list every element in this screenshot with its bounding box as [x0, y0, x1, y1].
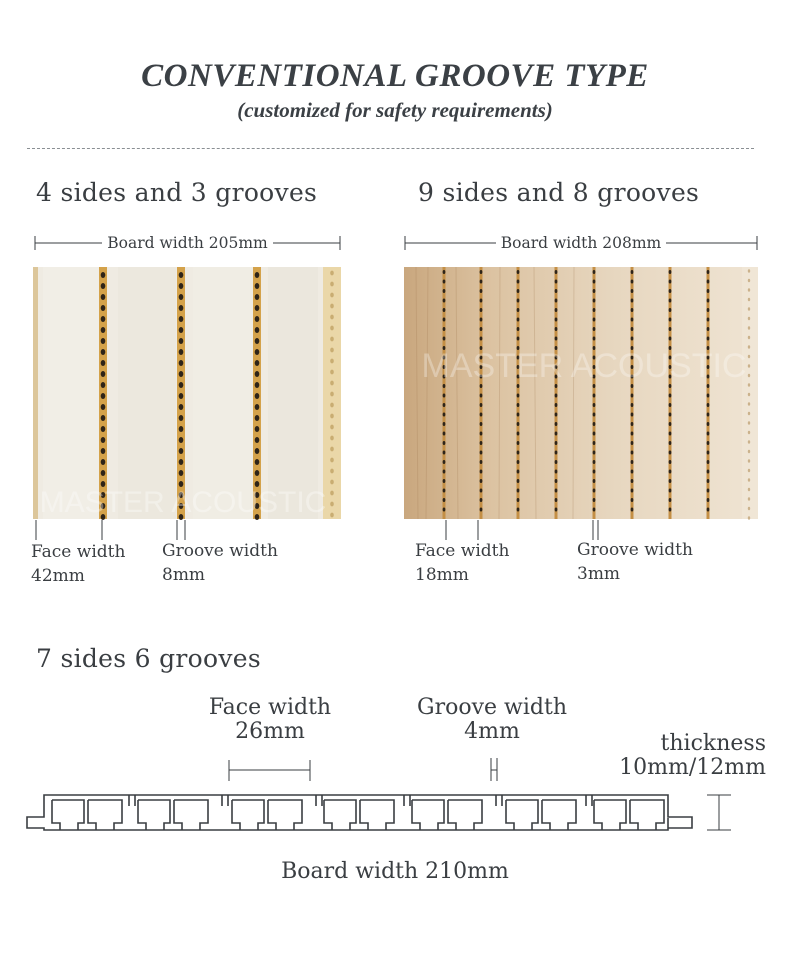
profile-face-width-value: 26mm	[235, 719, 305, 744]
profile-face-width-label: Face width	[208, 695, 332, 720]
panel-a-face-width-value: 42mm	[31, 566, 85, 586]
page-subtitle: (customized for safety requirements)	[237, 98, 553, 122]
profile-hollow-cell	[174, 800, 208, 830]
panel-a-board-width-label: Board width 205mm	[102, 234, 273, 252]
profile-groove-width-value: 4mm	[464, 719, 520, 744]
profile-groove	[129, 795, 135, 806]
profile-title: 7 sides 6 grooves	[36, 644, 262, 673]
profile-board-width-label: Board width 210mm	[281, 859, 509, 884]
panel-b-watermark: MASTER ACOUSTIC	[421, 347, 747, 385]
profile-hollow-cell	[360, 800, 394, 830]
profile-hollow-cell	[138, 800, 170, 830]
panel-a-title: 4 sides and 3 grooves	[36, 178, 318, 207]
profile-thickness-label: thickness	[660, 731, 766, 756]
panel-b-face-width-value: 18mm	[415, 565, 469, 585]
panel-a-groove-width-value: 8mm	[162, 565, 206, 585]
profile-groove	[316, 795, 322, 806]
page-title: CONVENTIONAL GROOVE TYPE	[141, 58, 649, 94]
profile-groove	[222, 795, 228, 806]
profile-groove-width-label: Groove width	[417, 695, 567, 720]
profile-thickness-value: 10mm/12mm	[619, 755, 766, 780]
panel-b-face-width-label: Face width	[415, 541, 510, 561]
profile-hollow-cell	[542, 800, 576, 830]
profile-hollow-cell	[52, 800, 84, 830]
profile-groove	[496, 795, 502, 806]
panel-a-watermark: MASTER ACOUSTIC	[39, 486, 327, 519]
panel-b-board-width-label: Board width 208mm	[496, 234, 667, 252]
profile-hollow-cell	[506, 800, 538, 830]
profile-hollow-cell	[88, 800, 122, 830]
profile-hollow-cell	[630, 800, 664, 830]
panel-b-groove-width-value: 3mm	[577, 564, 621, 584]
panel-b-groove-width-label: Groove width	[577, 540, 693, 560]
panel-a-face-width-label: Face width	[31, 542, 126, 562]
panel-a-groove-width-label: Groove width	[162, 541, 278, 561]
profile-hollow-cell	[412, 800, 444, 830]
panel-b-title: 9 sides and 8 grooves	[418, 178, 700, 207]
profile-hollow-cell	[448, 800, 482, 830]
profile-hollow-cell	[324, 800, 356, 830]
profile-groove	[586, 795, 592, 806]
profile-hollow-cell	[594, 800, 626, 830]
profile-hollow-cell	[232, 800, 264, 830]
profile-hollow-cell	[268, 800, 302, 830]
profile-groove	[404, 795, 410, 806]
